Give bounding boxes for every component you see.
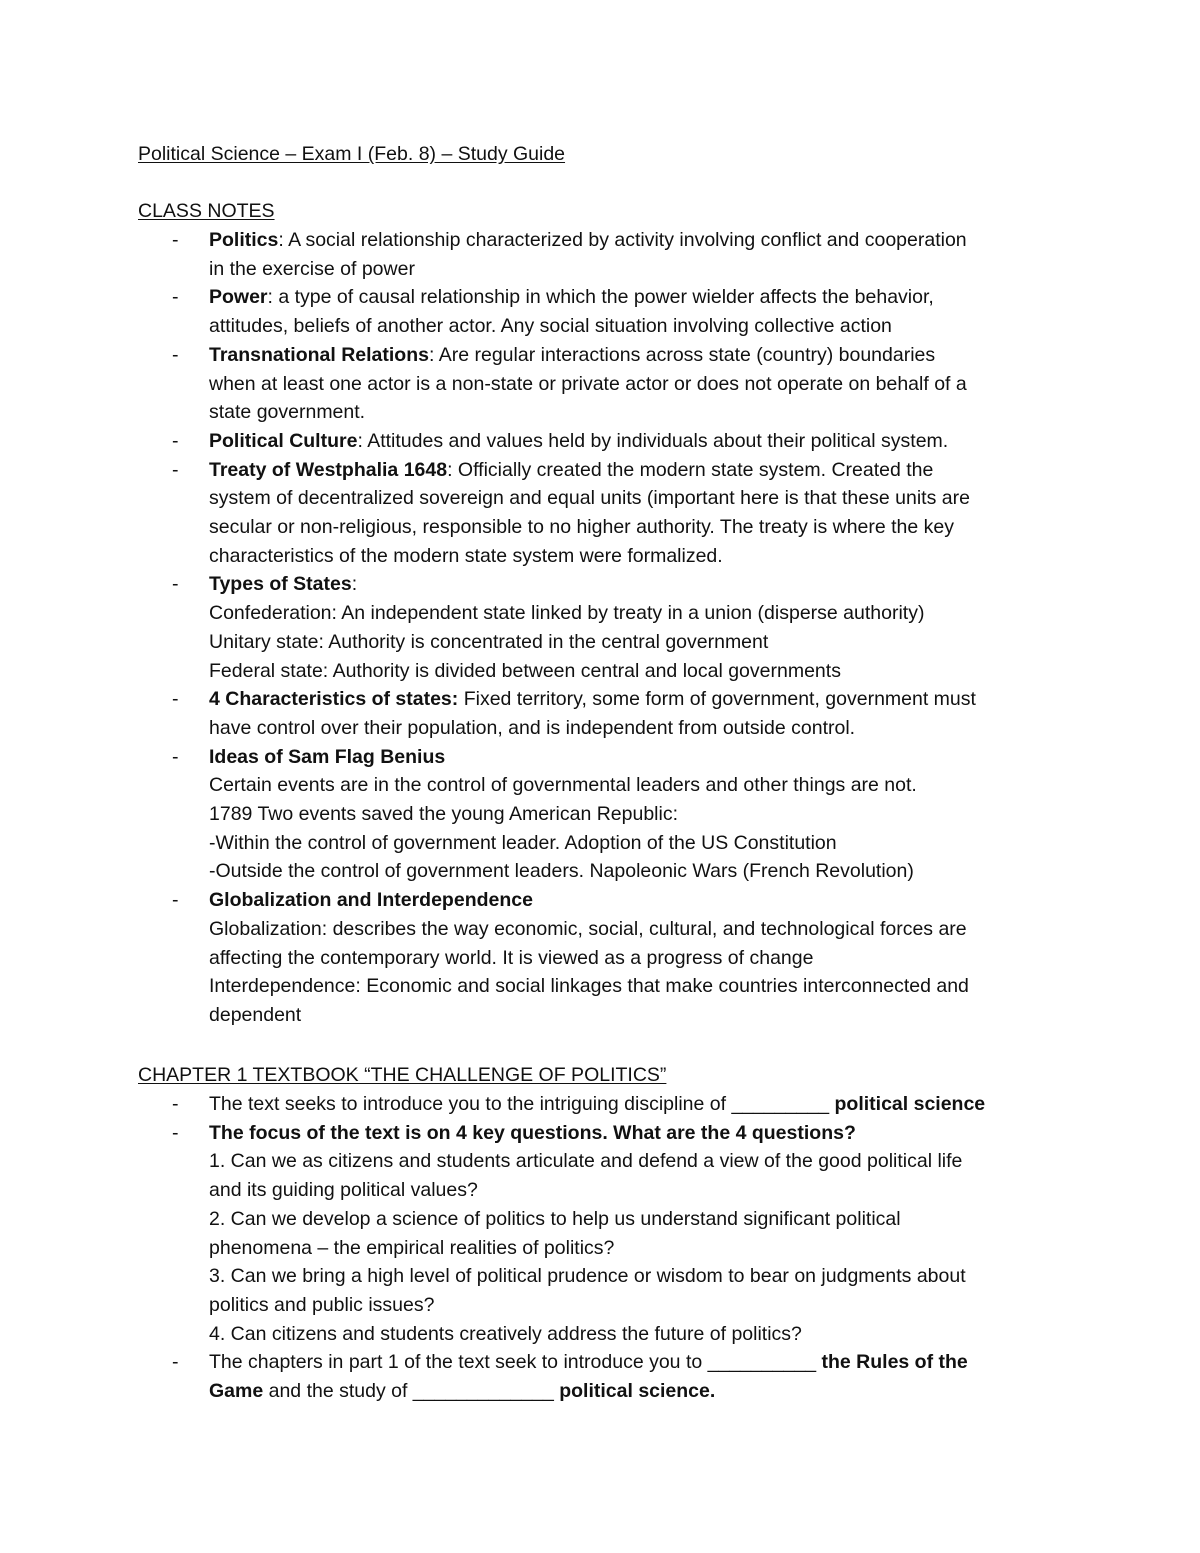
term-power: Power	[209, 286, 268, 309]
part1-bold: Game	[209, 1380, 264, 1403]
list-item-politics	[138, 226, 1138, 283]
definition-text: -Within the control of government leader. Adoption of the US Constitution	[209, 831, 837, 854]
list-item-characteristics	[138, 685, 1138, 742]
question-text: 4. Can citizens and students creatively address the future of politics?	[209, 1322, 802, 1345]
definition-text: Confederation: An independent state linked by treaty in a union (disperse authority)	[209, 602, 925, 625]
list-item-power	[138, 283, 1138, 340]
list-item-political-culture	[138, 427, 1138, 456]
list-item-benius	[138, 743, 1138, 887]
part1-text: The chapters in part 1 of the text seek to introduce you to __________	[209, 1351, 822, 1374]
list-item-intro	[138, 1090, 1138, 1119]
definition-text: Certain events are in the control of governmental leaders and other things are not.	[209, 774, 917, 797]
definition-text: system of decentralized sovereign and equal units (important here is that these units are	[209, 487, 970, 510]
part1-bold: political science.	[559, 1380, 716, 1403]
intro-bold: political science	[834, 1093, 986, 1115]
definition-text: attitudes, beliefs of another actor. Any social situation involving collective action	[209, 315, 892, 338]
definition-text: in the exercise of power	[209, 257, 415, 280]
term-politics: Politics	[209, 229, 279, 251]
definition-text: : Are regular interactions across state (country) boundaries	[428, 343, 936, 366]
term-ideas-of-benius: Ideas of Sam Flag Benius	[209, 745, 446, 768]
question-text: 1. Can we as citizens and students articulate and defend a view of the good political life	[209, 1150, 963, 1173]
definition-text: Globalization: describes the way economic, social, cultural, and technological forces are	[209, 917, 967, 940]
list-item-westphalia	[138, 456, 1138, 571]
list-item-types-of-states	[138, 570, 1138, 685]
question-text: 3. Can we bring a high level of political prudence or wisdom to bear on judgments about	[209, 1265, 966, 1288]
list-item-globalization	[138, 886, 1138, 1030]
term-types-of-states: Types of States	[209, 573, 352, 596]
definition-text: 1789 Two events saved the young American Republic:	[209, 803, 679, 826]
definition-text: state government.	[209, 401, 366, 424]
definition-text: dependent	[209, 1003, 302, 1026]
question-text: phenomena – the empirical realities of politics?	[209, 1236, 615, 1259]
definition-text: affecting the contemporary world. It is viewed as a progress of change	[209, 946, 814, 969]
chapter-1-heading: CHAPTER 1 TEXTBOOK “THE CHALLENGE OF POLITICS”	[138, 1064, 667, 1086]
definition-text: : a type of causal relationship in which the power wielder affects the behavior,	[267, 286, 934, 309]
class-notes-heading: CLASS NOTES	[138, 200, 275, 222]
definition-text: Federal state: Authority is divided between central and local governments	[209, 659, 841, 682]
definition-text: when at least one actor is a non-state or private actor or does not operate on behalf of a	[209, 372, 967, 395]
intro-text: The text seeks to introduce you to the intriguing discipline of _________	[209, 1093, 835, 1115]
term-political-culture: Political Culture	[209, 429, 358, 452]
chapter-1-list	[138, 1090, 1138, 1406]
term-transnational-relations: Transnational Relations	[209, 343, 429, 366]
definition-text: secular or non-religious, responsible to no higher authority. The treaty is where the key	[209, 516, 955, 539]
list-item-transnational	[138, 341, 1138, 427]
definition-text: Unitary state: Authority is concentrated in the central government	[209, 630, 769, 653]
part1-bold: the Rules of the	[821, 1351, 968, 1374]
definition-text: : A social relationship characterized by activity involving conflict and cooperation	[278, 229, 967, 251]
definition-text: -Outside the control of government leaders. Napoleonic Wars (French Revolution)	[209, 860, 914, 883]
question-text: politics and public issues?	[209, 1293, 435, 1316]
definition-text: : Officially created the modern state system. Created the	[447, 458, 934, 481]
list-item-four-questions	[138, 1119, 1138, 1349]
definition-text: : Attitudes and values held by individuals about their political system.	[357, 429, 949, 452]
list-item-part-1	[138, 1348, 1138, 1405]
term-characteristics-of-states: 4 Characteristics of states:	[209, 688, 459, 711]
definition-text: :	[351, 573, 358, 596]
definition-text: have control over their population, and is independent from outside control.	[209, 716, 856, 739]
term-globalization: Globalization and Interdependence	[209, 889, 533, 912]
definition-text: characteristics of the modern state system were formalized.	[209, 544, 723, 567]
definition-text: Interdependence: Economic and social linkages that make countries interconnected and	[209, 975, 969, 998]
term-treaty-of-westphalia: Treaty of Westphalia 1648	[209, 458, 448, 481]
question-text: and its guiding political values?	[209, 1179, 478, 1202]
question-text: 2. Can we develop a science of politics to help us understand significant political	[209, 1207, 901, 1230]
class-notes-list	[138, 226, 1138, 1030]
part1-text: and the study of _____________	[263, 1380, 560, 1403]
definition-text: Fixed territory, some form of government, government must	[458, 688, 976, 711]
page-title: Political Science – Exam I (Feb. 8) – Study Guide	[138, 143, 566, 165]
term-four-questions: The focus of the text is on 4 key questions. What are the 4 questions?	[209, 1121, 856, 1144]
